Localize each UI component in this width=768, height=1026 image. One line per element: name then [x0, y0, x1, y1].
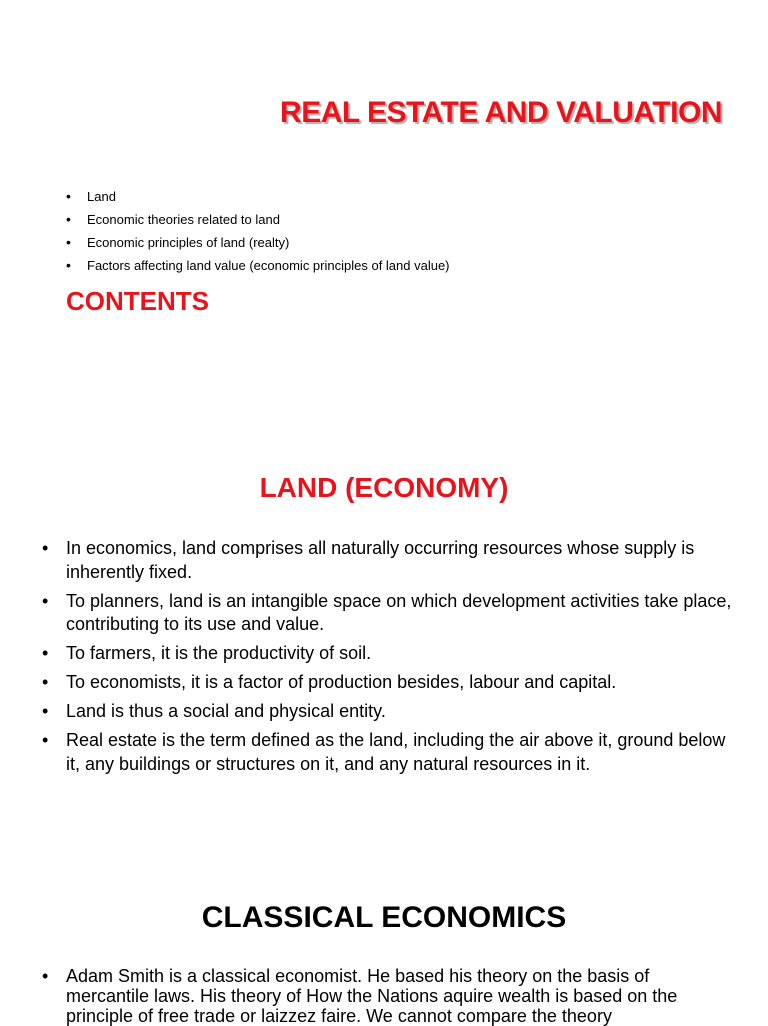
- slide-title-land-economy: LAND (ECONOMY): [259, 472, 509, 503]
- list-item: • To planners, land is an intangible space on which development activities take place, contributing to its use and value.: [42, 590, 732, 637]
- land-bullet-list: [42, 537, 732, 782]
- list-item: • Economic principles of land (realty): [66, 234, 450, 257]
- contents-heading: CONTENTS: [66, 286, 209, 316]
- list-item: • To farmers, it is the productivity of soil.: [42, 642, 732, 666]
- list-item: • Land: [66, 188, 450, 211]
- slide-title-classical-economics: CLASSICAL ECONOMICS: [201, 901, 567, 934]
- list-item: • Land is thus a social and physical entity.: [42, 700, 732, 724]
- list-item: • Real estate is the term defined as the land, including the air above it, ground below it, any buildings or structures on it, and any natural resources in it.: [42, 729, 732, 776]
- list-item: • Adam Smith is a classical economist. He based his theory on the basis of mercantile laws. His theory of How the Nations aquire wealth is based on the principle of free trade or laizzez faire. We cannot compare the theory: [42, 966, 732, 1026]
- list-item: • Economic theories related to land: [66, 211, 450, 234]
- classical-bullet-list: [42, 966, 732, 1026]
- list-item: • In economics, land comprises all naturally occurring resources whose supply is inherently fixed.: [42, 537, 732, 584]
- list-item: • To economists, it is a factor of production besides, labour and capital.: [42, 671, 732, 695]
- slide-title-real-estate: REAL ESTATE AND VALUATION: [280, 96, 722, 129]
- contents-list: [66, 188, 450, 280]
- list-item: • Factors affecting land value (economic principles of land value): [66, 257, 450, 280]
